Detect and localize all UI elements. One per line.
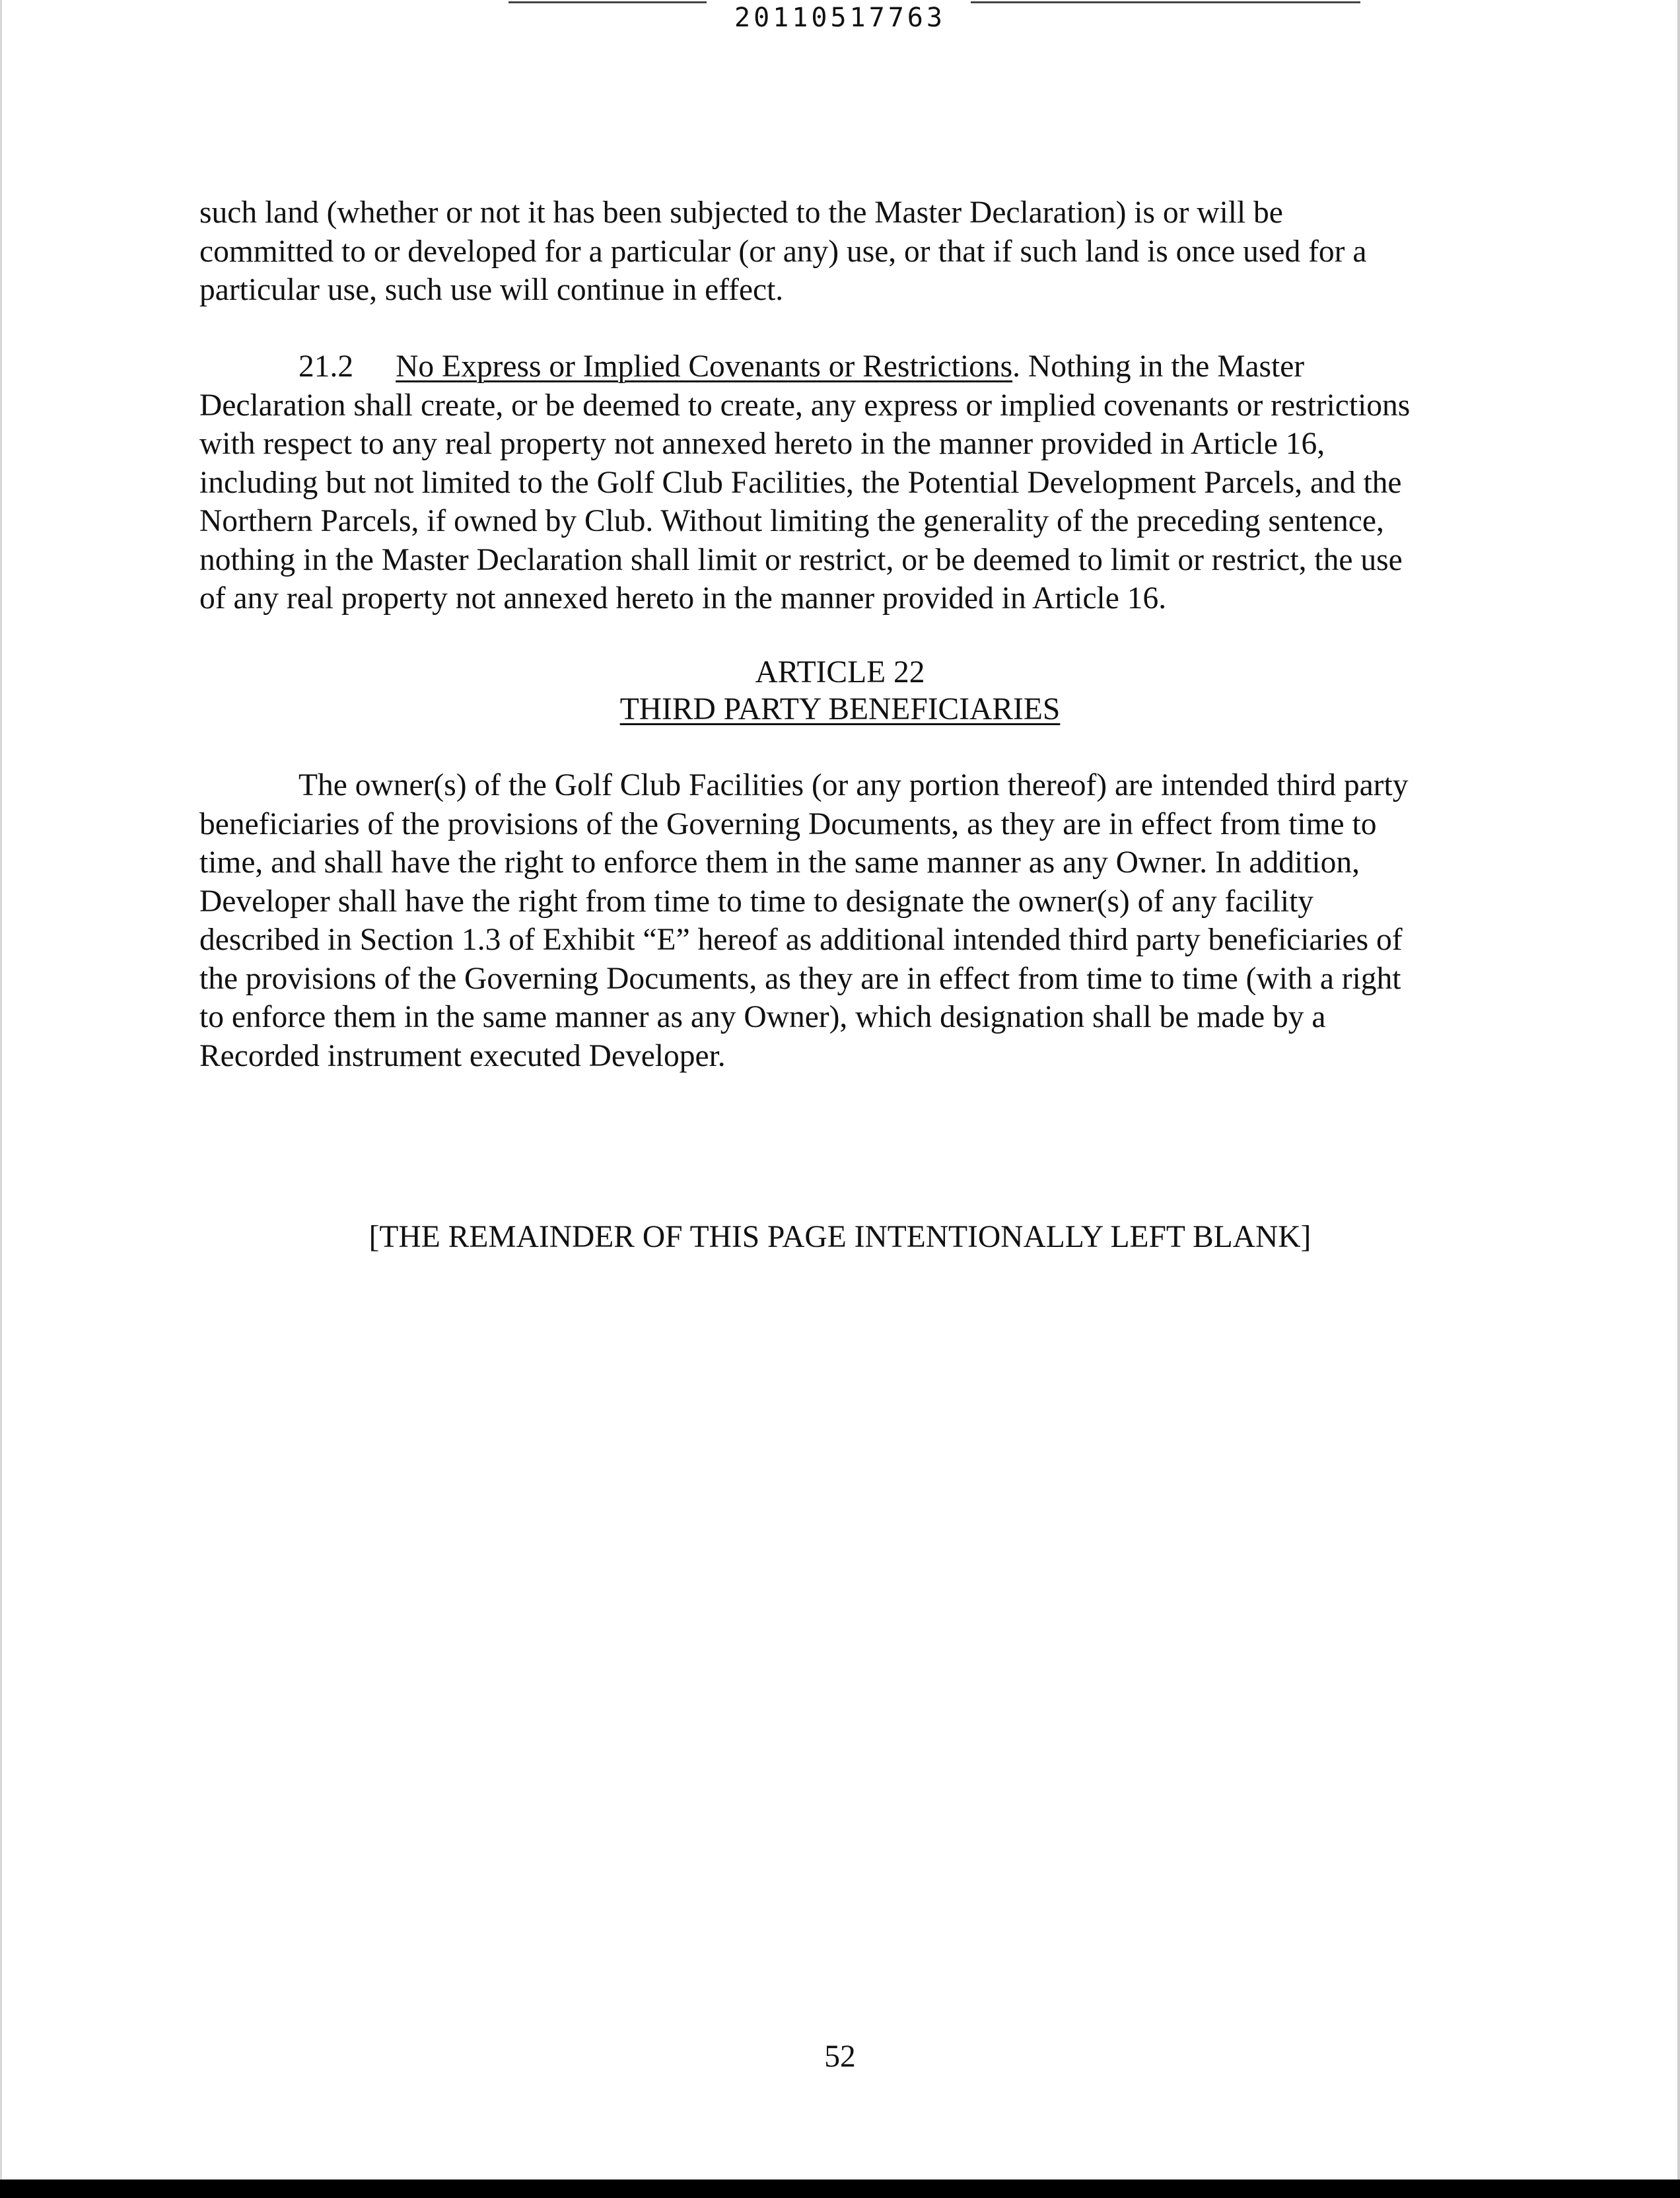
section-21-2-heading: No Express or Implied Covenants or Restrictions — [396, 349, 1013, 384]
scan-edge-left — [0, 0, 2, 2180]
section-21-2 — [199, 347, 1481, 618]
section-21-2-body: . Nothing in the Master Declaration shall create, or be deemed to create, any express or implied covenants or restrictions with respect to any real property not annexed hereto in the manner provided in Article 16, including but not limited to the Golf Club Facilities, the Potential Development Parcels, and the Northern Parcels, if owned by Club. Without limiting the generality of the preceding sentence, nothing in the Master Declaration shall limit or restrict, or be deemed to limit or restrict, the use of any real property not annexed hereto in the manner provided in Article 16. — [199, 349, 1411, 616]
scan-edge-right — [1677, 0, 1680, 2180]
article-22-number: ARTICLE 22 — [755, 655, 925, 690]
article-22-body — [199, 766, 1481, 1075]
article-22-body-text: The owner(s) of the Golf Club Facilities (or any portion thereof) are intended third party beneficiaries of the provisions of the Governing Documents, as they are in effect from time to time, and shall have the right to enforce them in the same manner as any Owner. In addition, Developer shall have the right from time to time to designate the owner(s) of any facility described in Section 1.3 of Exhibit “E” hereof as additional intended third party beneficiaries of the provisions of the Governing Documents, as they are in effect from time to time (with a right to enforce them in the same manner as any Owner), which designation shall be made by a Recorded instrument executed Developer. — [199, 768, 1409, 1073]
paragraph-continuation: such land (whether or not it has been subjected to the Master Declaration) is or will be committed to or developed for a particular (or any) use, or that if such land is once used for a particular use, such use will continue in effect. — [199, 195, 1367, 307]
article-22-title — [0, 691, 1680, 728]
section-21-2-number: 21.2 — [298, 349, 354, 384]
blank-page-notice: [THE REMAINDER OF THIS PAGE INTENTIONALLY LEFT BLANK] — [368, 1220, 1312, 1254]
page-number: 52 — [824, 2039, 856, 2074]
article-22-title-text: THIRD PARTY BENEFICIARIES — [619, 692, 1061, 727]
document-number: 20110517763 — [734, 3, 946, 33]
scan-bottom-bar — [0, 2180, 1680, 2198]
